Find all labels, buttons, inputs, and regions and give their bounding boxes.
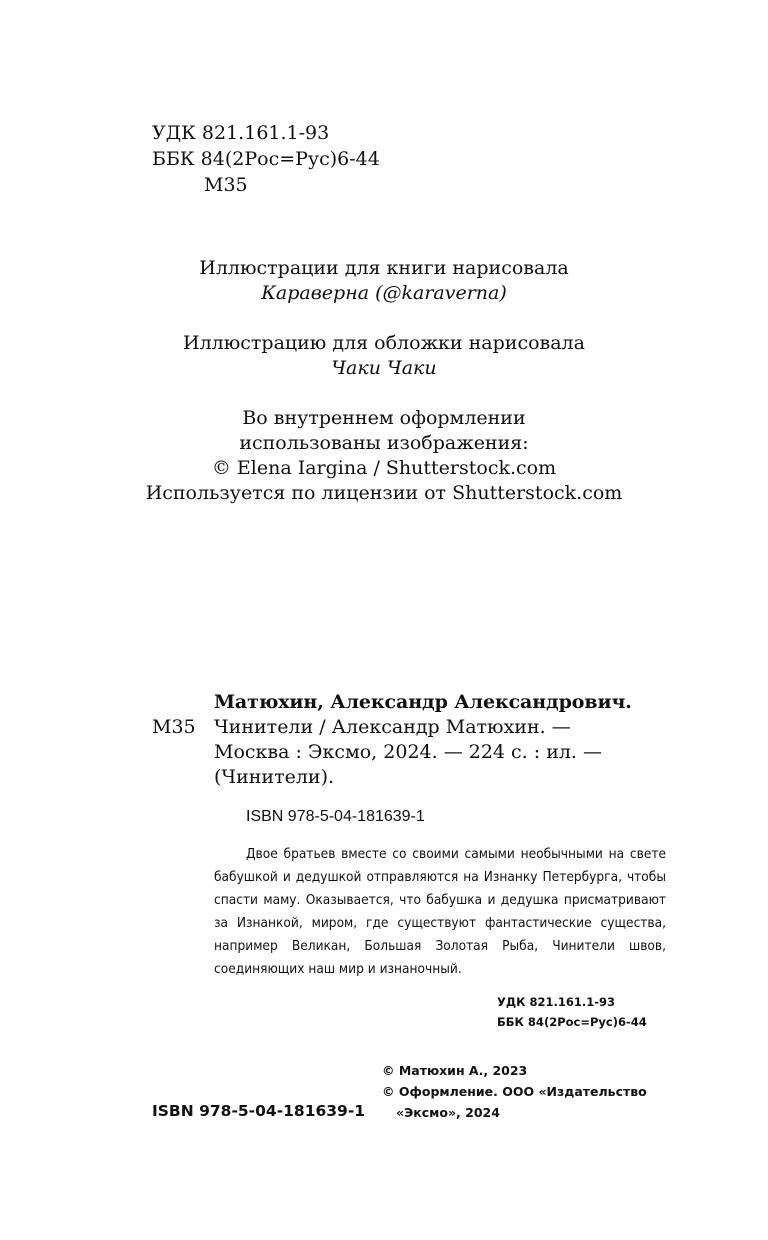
udk-code: УДК 821.161.1-93 — [152, 122, 330, 144]
author-mark: М35 — [204, 174, 248, 196]
classification-block — [152, 120, 380, 198]
image-credits-line1: Во внутреннем оформлении — [242, 407, 526, 429]
bbk-code: ББК 84(2Рос=Рус)6-44 — [152, 148, 380, 170]
cover-artist: Чаки Чаки — [331, 357, 437, 379]
catalog-record — [152, 690, 668, 790]
cover-credit — [0, 331, 768, 381]
isbn-bottom: ISBN 978-5-04-181639-1 — [152, 1102, 366, 1120]
small-udk: УДК 821.161.1-93 — [497, 995, 616, 1009]
catalog-isbn: ISBN 978-5-04-181639-1 — [246, 808, 425, 825]
image-credits-line3: © Elena Iargina / Shutterstock.com — [211, 457, 557, 479]
catalog-code: М35 — [152, 716, 196, 738]
annotation-text: Двое братьев вместе со своими самыми необычными на свете бабушкой и дедушкой отправляются на Изнанку Петербурга, чтобы спасти маму. Оказывается, что бабушка и дедушка присматривают за Изнанкой, миром, где существуют фантастические существа, например Великан, Большая Золотая Рыба, Чинители швов, соединяющих наш мир и изнаночный. — [214, 846, 666, 977]
catalog-line2: Москва : Эксмо, 2024. — 224 с. : ил. — — [214, 741, 603, 763]
image-credits-line4: Используется по лицензии от Shutterstock.com — [145, 482, 623, 504]
image-credits-line2: использованы изображения: — [239, 432, 529, 454]
copyright-design: © Оформление. ООО «Издательство — [382, 1084, 647, 1099]
catalog-title-row — [152, 715, 668, 740]
illustrations-label: Иллюстрации для книги нарисовала — [199, 257, 569, 279]
catalog-line1: Чинители / Александр Матюхин. — — [214, 716, 571, 738]
image-credits — [0, 406, 768, 506]
cover-label: Иллюстрацию для обложки нарисовала — [183, 332, 585, 354]
copyright-block — [382, 1060, 647, 1123]
copyright-author: © Матюхин А., 2023 — [382, 1063, 528, 1078]
illustrations-credit — [0, 256, 768, 306]
copyright-publisher: «Эксмо», 2024 — [396, 1105, 500, 1120]
small-codes — [497, 992, 647, 1032]
catalog-author: Матюхин, Александр Александрович. — [214, 691, 632, 713]
illustrations-artist: Караверна (@karaverna) — [261, 282, 507, 304]
small-bbk: ББК 84(2Рос=Рус)6-44 — [497, 1015, 647, 1029]
catalog-line3: (Чинители). — [214, 766, 335, 788]
